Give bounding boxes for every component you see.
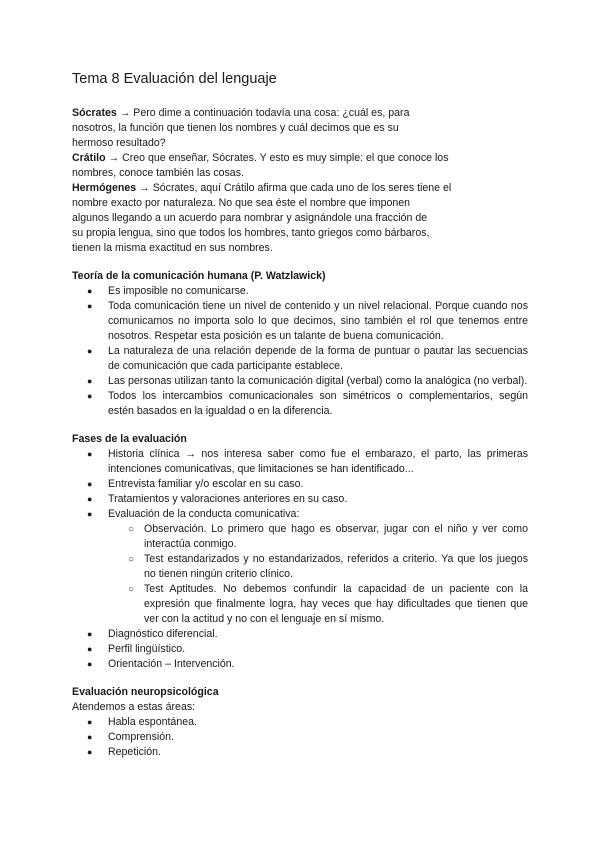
hollow-bullet-icon: ○	[128, 584, 135, 595]
list-item: ● Tratamientos y valoraciones anteriores en su caso.	[87, 493, 348, 505]
neuro-list	[72, 715, 528, 760]
watzlawick-list	[72, 284, 528, 419]
bullet-icon: ●	[87, 301, 93, 311]
bullet-icon: ●	[87, 346, 93, 356]
dialogue-line: su propia lengua, sino que todos los hombres, tanto griegos como bárbaros,	[72, 227, 430, 239]
list-item: ● Diagnóstico diferencial.	[87, 628, 218, 640]
page-title: Tema 8 Evaluación del lenguaje	[72, 71, 277, 87]
dialogue-line: hermoso resultado?	[72, 137, 166, 149]
list-item: ● Perfil lingüístico.	[87, 643, 186, 655]
bullet-icon: ●	[87, 717, 93, 727]
hollow-bullet-icon: ○	[128, 554, 135, 565]
dialogue-line: Pero dime a continuación todavía una cosa: ¿cuál es, para	[133, 107, 410, 119]
list-item: ● La naturaleza de una relación depende de la forma de puntuar o pautar las secuencias de comunicación que cada participante establece.	[87, 345, 528, 372]
bullet-icon: ●	[87, 376, 93, 386]
document-page	[72, 70, 528, 760]
dialogue-line: algunos llegando a un acuerdo para nombrar y asignándole una fracción de	[72, 212, 428, 224]
dialogue-hermogenes	[72, 181, 528, 256]
bullet-icon: ●	[87, 732, 93, 742]
sub-list-item: ○ Observación. Lo primero que hago es observar, jugar con el niño y ver como interactúa conmigo.	[128, 523, 528, 550]
fases-list	[72, 447, 528, 672]
bullet-icon: ●	[87, 286, 93, 296]
list-item: ● Entrevista familiar y/o escolar en su caso.	[87, 478, 304, 490]
arrow: →	[119, 107, 131, 119]
dialogue-line: Sócrates, aquí Crátilo afirma que cada uno de los seres tiene el	[152, 182, 452, 194]
list-item: ● Historia clínica → nos interesa saber como fue el embarazo, el parto, las primeras intenciones comunicativas, que limitaciones se han identificado...	[87, 448, 528, 475]
list-item: ● Orientación – Intervención.	[87, 658, 235, 670]
bullet-icon: ●	[87, 509, 93, 519]
bullet-icon: ●	[87, 644, 93, 654]
bullet-icon: ●	[87, 629, 93, 639]
list-item: ● Evaluación de la conducta comunicativa: ○ Observación. Lo primero que hago es observar, jugar con el niño y ver como interactúa conmigo. ○ Test estandarizados y no estandarizados, referidos a criterio. Ya que los juegos no tienen ningún criterio clínico. ○ Test Aptitudes. No debemos confundir la capacidad de un paciente con la expresión que finalmente logra, hay veces que hay dificultades que tienen que ver con la actitud y no con el lenguaje en sí mismo.	[72, 507, 528, 627]
evaluation-sublist	[108, 522, 528, 627]
dialogue-line: Creo que enseñar, Sócrates. Y esto es muy simple: el que conoce los	[122, 152, 449, 164]
list-item: ● Toda comunicación tiene un nivel de contenido y un nivel relacional. Porque cuando nos comunicamos no importa solo lo que decimos, sino también el rol que tenemos entre nosotros. Respetar esta posición es un talante de buena comunicación.	[87, 300, 528, 342]
speaker-name: Crátilo	[72, 152, 106, 164]
list-item: ● Todos los intercambios comunicacionales son simétricos o complementarios, según estén basados en la igualdad o en la diferencia.	[87, 390, 528, 417]
dialogue-cratilo	[72, 151, 528, 181]
section-heading-neuro: Evaluación neuropsicológica	[72, 686, 219, 698]
speaker-name: Hermógenes	[72, 182, 137, 194]
bullet-icon: ●	[87, 391, 93, 401]
list-item: ● Habla espontánea.	[87, 716, 197, 728]
list-item: ● Las personas utilizan tanto la comunicación digital (verbal) como la analógica (no verbal).	[87, 375, 528, 387]
arrow: →	[139, 182, 150, 194]
section-intro: Atendemos a estas áreas:	[72, 701, 196, 713]
list-item: ● Comprensión.	[87, 731, 174, 743]
speaker-name: Sócrates	[72, 107, 117, 119]
section-heading-fases: Fases de la evaluación	[72, 433, 187, 445]
bullet-icon: ●	[87, 494, 93, 504]
dialogue-line: nosotros, la función que tienen los nombres y cuál decimos que es su	[72, 122, 399, 134]
bullet-icon: ●	[87, 747, 93, 757]
section-heading-watzlawick: Teoría de la comunicación humana (P. Watzlawick)	[72, 270, 326, 282]
sub-list-item: ○ Test Aptitudes. No debemos confundir la capacidad de un paciente con la expresión que finalmente logra, hay veces que hay dificultades que tienen que ver con la actitud y no con el lenguaje en sí mismo.	[128, 583, 528, 625]
dialogue-socrates	[72, 106, 528, 151]
list-item: ● Es imposible no comunicarse.	[87, 285, 249, 297]
bullet-icon: ●	[87, 449, 93, 459]
dialogue-line: nombres, conoce también las cosas.	[72, 167, 244, 179]
dialogue-line: tienen la misma exactitud en sus nombres.	[72, 242, 273, 254]
dialogue-line: nombre exacto por naturaleza. No que sea éste el nombre que imponen	[72, 197, 411, 209]
arrow: →	[108, 152, 120, 164]
dialogue	[72, 106, 528, 256]
list-item: ● Repetición.	[87, 746, 161, 758]
bullet-icon: ●	[87, 659, 93, 669]
sub-list-item: ○ Test estandarizados y no estandarizados, referidos a criterio. Ya que los juegos no tienen ningún criterio clínico.	[128, 553, 528, 580]
bullet-icon: ●	[87, 479, 93, 489]
hollow-bullet-icon: ○	[128, 524, 135, 535]
